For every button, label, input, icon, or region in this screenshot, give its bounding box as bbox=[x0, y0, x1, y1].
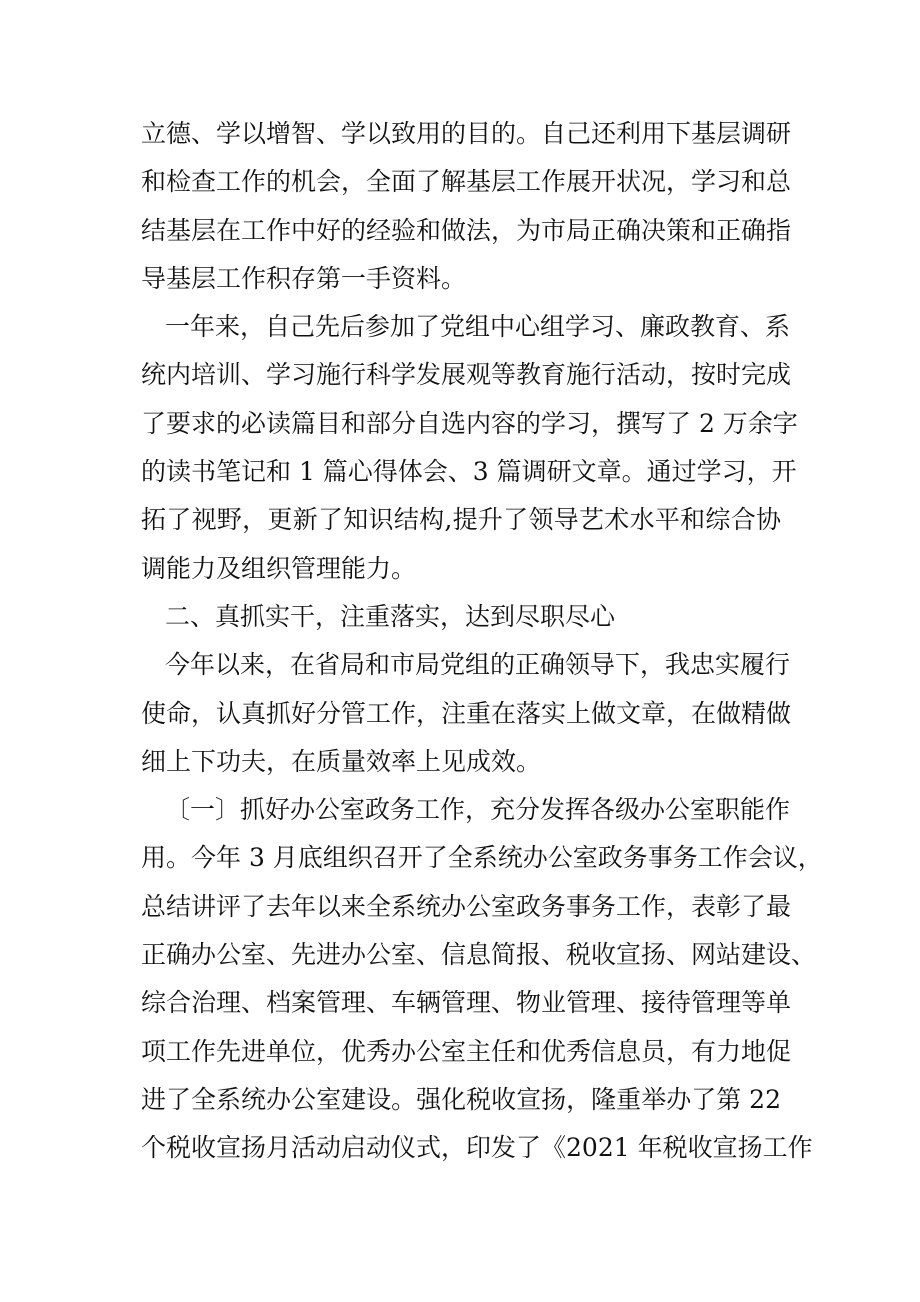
text-line: 拓了视野，更新了知识结构,提升了领导艺术水平和综合协 bbox=[141, 505, 781, 535]
document-body bbox=[141, 110, 823, 1173]
text-line: 项工作先进单位，优秀办公室主任和优秀信息员，有力地促 bbox=[141, 1036, 792, 1066]
text-line: 结基层在工作中好的经验和做法，为市局正确决策和正确指 bbox=[141, 215, 792, 245]
text-line: 使命，认真抓好分管工作，注重在落实上做文章，在做精做 bbox=[141, 698, 792, 728]
paragraph-first-line: 今年以来，在省局和市局党组的正确领导下，我忠实履行 bbox=[165, 650, 791, 680]
text-line: 立德、学以增智、学以致用的目的。自己还利用下基层调研 bbox=[141, 119, 792, 148]
text-line: 了要求的必读篇目和部分自选内容的学习，撰写了 2 万余字 bbox=[141, 408, 798, 438]
text-line: 统内培训、学习施行科学发展观等教育施行活动，按时完成 bbox=[141, 360, 792, 390]
text-line: 的读书笔记和 1 篇心得体会、3 篇调研文章。通过学习，开 bbox=[141, 457, 797, 487]
text-line: 正确办公室、先进办公室、信息简报、税收宣扬、网站建设、 bbox=[141, 940, 817, 970]
text-line: 调能力及组织管理能力。 bbox=[141, 553, 417, 583]
text-line: 个税收宣扬月活动启动仪式，印发了《2021 年税收宣扬工作 bbox=[141, 1133, 813, 1163]
paragraph-first-line: 〔一〕抓好办公室政务工作，充分发挥各级办公室职能作 bbox=[165, 795, 791, 825]
text-line: 用。今年 3 月底组织召开了全系统办公室政务事务工作会议， bbox=[141, 843, 823, 873]
text-line: 综合治理、档案管理、车辆管理、物业管理、接待管理等单 bbox=[141, 988, 792, 1018]
paragraph-first-line: 一年来，自己先后参加了党组中心组学习、廉政教育、系 bbox=[165, 312, 791, 342]
text-line: 总结讲评了去年以来全系统办公室政务事务工作，表彰了最 bbox=[141, 891, 792, 921]
text-line: 细上下功夫，在质量效率上见成效。 bbox=[141, 746, 542, 776]
text-line: 和检查工作的机会，全面了解基层工作展开状况，学习和总 bbox=[141, 167, 792, 197]
text-line: 导基层工作积存第一手资料。 bbox=[141, 263, 467, 293]
section-heading: 二、真抓实干，注重落实，达到尽职尽心 bbox=[165, 601, 616, 631]
text-line: 进了全系统办公室建设。强化税收宣扬，隆重举办了第 22 bbox=[141, 1084, 781, 1114]
